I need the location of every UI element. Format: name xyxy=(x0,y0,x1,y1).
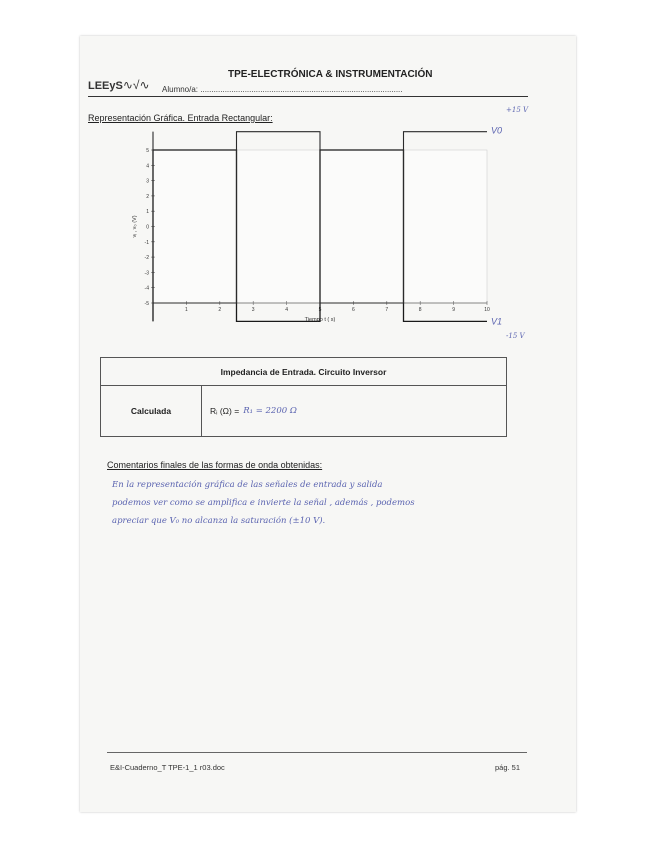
x-tick-label: 3 xyxy=(251,307,255,313)
impedance-table-title: Impedancia de Entrada. Circuito Inversor xyxy=(101,358,506,386)
y-tick-label: -4 xyxy=(144,285,149,292)
y-tick-label: 0 xyxy=(146,224,149,231)
comment-line-3: apreciar que V₀ no alcanza la saturación (±10 V). xyxy=(112,516,326,526)
y-tick-label: -3 xyxy=(144,270,149,277)
footer-divider xyxy=(107,752,527,753)
comment-line-2: podemos ver como se amplifica e invierte la señal , además , podemos xyxy=(112,498,415,508)
impedance-table-row xyxy=(101,386,506,436)
y-tick-label: -2 xyxy=(144,255,149,262)
x-tick-label: 10 xyxy=(484,307,490,313)
series-label-v1: V1 xyxy=(491,316,503,327)
alumno-field: Alumno/a: ........................................................................................... xyxy=(162,85,403,94)
handwritten-note-top: +15 V xyxy=(506,106,529,114)
x-axis-label: Tiempo t ( s) xyxy=(304,317,336,323)
impedance-formula xyxy=(202,406,297,416)
y-axis-label: vᵢ , v₀ (V) xyxy=(132,215,138,238)
x-tick-label: 6 xyxy=(352,307,355,313)
x-tick-label: 4 xyxy=(285,307,288,313)
handwritten-note-bottom: -15 V xyxy=(506,332,525,340)
row-label-calculada: Calculada xyxy=(101,386,202,436)
y-tick-label: 4 xyxy=(146,163,149,170)
comments-title: Comentarios finales de las formas de onda obtenidas: xyxy=(107,460,323,470)
impedance-table xyxy=(100,357,507,437)
footer-filename: E&I-Cuaderno_T TPE-1_1 r03.doc xyxy=(110,763,225,772)
comment-line-1: En la representación gráfica de las señales de entrada y salida xyxy=(112,480,383,490)
x-tick-label: 7 xyxy=(385,307,389,313)
x-tick-label: 5 xyxy=(318,307,322,313)
footer-page-number: pág. 51 xyxy=(495,763,521,772)
x-tick-label: 1 xyxy=(185,307,188,313)
x-tick-label: 2 xyxy=(218,307,222,313)
series-label-v0: V0 xyxy=(491,125,503,136)
y-tick-label: 2 xyxy=(146,193,149,200)
section-title: Representación Gráfica. Entrada Rectangular: xyxy=(88,113,273,123)
y-tick-label: 1 xyxy=(146,209,149,216)
formula-value: R₁ = 2200 Ω xyxy=(243,406,297,416)
y-tick-label: -1 xyxy=(144,239,149,246)
y-tick-label: -5 xyxy=(144,301,149,307)
x-tick-label: 8 xyxy=(418,307,422,313)
logo: LEEyS∿√∿ xyxy=(88,78,150,92)
formula-label: Rᵢ (Ω) = xyxy=(210,406,240,416)
y-tick-label: 5 xyxy=(146,148,149,154)
document-header-title: TPE-ELECTRÓNICA & INSTRUMENTACIÓN xyxy=(228,69,433,80)
x-tick-label: 9 xyxy=(452,307,455,313)
y-tick-label: 3 xyxy=(146,178,149,185)
